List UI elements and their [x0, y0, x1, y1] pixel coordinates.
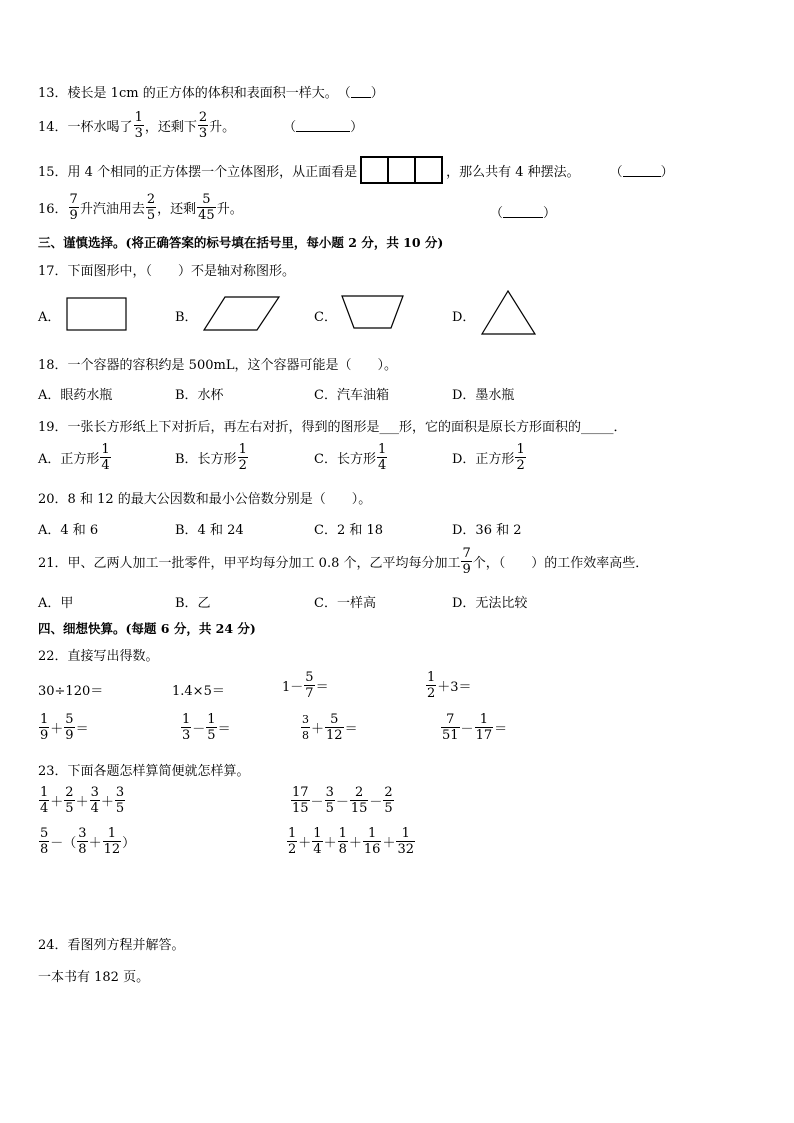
rectangle-shape: [66, 297, 128, 332]
fraction: $\frac{7}{51}$: [442, 712, 459, 743]
q17-option-c[interactable]: C．: [314, 310, 337, 325]
section-3-heading: 三、谨慎选择。(将正确答案的标号填在括号里，每小题 2 分，共 10 分): [38, 235, 444, 250]
fraction: $\frac{1}{2}$: [427, 670, 436, 701]
q23-expr-1: $\frac{1}{4}$ ＋ $\frac{2}{5}$ ＋ $\frac{3}{4}$ ＋ $\frac{3}{5}$: [40, 785, 125, 816]
question-20: 20．8 和 12 的最大公因数和最小公倍数分别是（ ）。: [38, 492, 372, 507]
q18-option-c[interactable]: C．汽车油箱: [314, 388, 389, 403]
q20-option-c[interactable]: C．2 和 18: [314, 523, 384, 538]
q13-text: 棱长是 1cm 的正方体的体积和表面积一样大。: [67, 86, 338, 101]
question-24: 24．看图列方程并解答。: [38, 938, 185, 953]
fraction: $\frac{17}{15}$: [292, 785, 309, 816]
fraction: $\frac{1}{9}$: [40, 712, 49, 743]
q18-option-a[interactable]: A．眼药水瓶: [38, 388, 113, 403]
fraction: $\frac{1}{4}$: [377, 442, 387, 473]
fraction: $\frac{1}{3}$: [182, 712, 191, 743]
fraction: $\frac{3}{4}$: [90, 785, 99, 816]
q21-option-a[interactable]: A．甲: [38, 596, 74, 611]
q18-option-d[interactable]: D．墨水瓶: [452, 388, 515, 403]
q19-option-c[interactable]: C．长方形 $\frac{1}{4}$: [314, 442, 387, 473]
q19-option-b[interactable]: B．长方形 $\frac{1}{2}$: [175, 442, 247, 473]
q23-expr-2: $\frac{17}{15}$ － $\frac{3}{5}$ － $\frac{2}{15}$ － $\frac{2}{5}$: [292, 785, 393, 816]
question-13: 13． 棱长是 1cm 的正方体的体积和表面积一样大。 （ ）: [38, 82, 384, 101]
q17-option-d[interactable]: D．: [452, 310, 476, 325]
fraction: $\frac{3}{8}$: [78, 826, 87, 857]
fraction: $\frac{1}{3}$: [134, 110, 143, 141]
q16-answer-blank[interactable]: [503, 205, 543, 218]
fraction: $\frac{5}{9}$: [65, 712, 74, 743]
question-17: 17．下面图形中，（ ）不是轴对称图形。: [38, 264, 296, 279]
q19-option-d[interactable]: D．正方形 $\frac{1}{2}$: [452, 442, 525, 473]
fraction: $\frac{1}{2}$: [288, 826, 297, 857]
parallelogram-shape: [203, 296, 281, 332]
q13-number: 13．: [38, 86, 68, 101]
q22-expr-6: $\frac{1}{3}$ － $\frac{1}{5}$ ＝: [182, 712, 231, 743]
q19-option-a[interactable]: A．正方形 $\frac{1}{4}$: [38, 442, 110, 473]
fraction: $\frac{7}{9}$: [462, 546, 471, 577]
q22-expr-3: 1－ $\frac{5}{7}$ ＝: [282, 670, 329, 701]
fraction: $\frac{5}{12}$: [326, 712, 343, 743]
fraction: $\frac{1}{17}$: [475, 712, 493, 743]
fraction: $\frac{1}{2}$: [238, 442, 247, 473]
q22-expr-2: 1.4×5＝: [172, 684, 225, 699]
question-19: 19．一张长方形纸上下对折后，再左右对折，得到的图形是___形，它的面积是原长方形面积的_____．: [38, 420, 627, 435]
fraction: $\frac{1}{2}$: [516, 442, 525, 473]
fraction: $\frac{5}{45}$: [198, 192, 215, 223]
q17-option-a[interactable]: A．: [38, 310, 61, 325]
front-view-cubes-figure: [360, 156, 443, 184]
fraction: $\frac{1}{32}$: [397, 826, 414, 857]
question-16: 16． $\frac{7}{9}$ 升汽油用去 $\frac{2}{5}$ ，还剩 $\frac{5}{45}$ 升。: [38, 192, 243, 223]
q18-option-b[interactable]: B．水杯: [175, 388, 224, 403]
q24-subtext: 一本书有 182 页。: [38, 970, 150, 985]
fraction: $\frac{1}{4}$: [313, 826, 322, 857]
fraction: $\frac{1}{5}$: [207, 712, 216, 743]
q17-option-b[interactable]: B．: [175, 310, 198, 325]
fraction: $\frac{1}{12}$: [103, 826, 121, 857]
question-15: 15． 用 4 个相同的正方体摆一个立体图形，从正面看是 ，那么共有 4 种摆法。 （ ）: [38, 156, 674, 184]
section-4-heading: 四、细想快算。(每题 6 分，共 24 分): [38, 621, 256, 636]
q22-expr-7: $\frac{3}{8}$ ＋ $\frac{5}{12}$ ＝: [302, 712, 358, 743]
fraction: $\frac{5}{8}$: [40, 826, 49, 857]
q13-answer-blank[interactable]: [351, 85, 371, 98]
q21-option-c[interactable]: C．一样高: [314, 596, 376, 611]
fraction: $\frac{7}{9}$: [69, 192, 78, 223]
q20-option-d[interactable]: D．36 和 2: [452, 523, 522, 538]
q16-answer: （ ）: [490, 206, 557, 221]
question-22: 22．直接写出得数。: [38, 649, 159, 664]
fraction: $\frac{1}{16}$: [363, 826, 381, 857]
q22-expr-5: $\frac{1}{9}$ ＋ $\frac{5}{9}$ ＝: [40, 712, 89, 743]
q23-expr-3: $\frac{5}{8}$ －（ $\frac{3}{8}$ ＋ $\frac{1}{12}$ ）: [40, 826, 136, 857]
q22-expr-8: $\frac{7}{51}$ － $\frac{1}{17}$ ＝: [442, 712, 508, 743]
fraction: $\frac{2}{5}$: [65, 785, 74, 816]
q21-option-b[interactable]: B．乙: [175, 596, 211, 611]
fraction: $\frac{1}{4}$: [40, 785, 49, 816]
question-18: 18．一个容器的容积约是 500mL，这个容器可能是（ ）。: [38, 358, 397, 373]
q20-option-b[interactable]: B．4 和 24: [175, 523, 244, 538]
q23-expr-4: $\frac{1}{2}$ ＋ $\frac{1}{4}$ ＋ $\frac{1}{8}$ ＋ $\frac{1}{16}$ ＋ $\frac{1}{32}$: [288, 826, 414, 857]
fraction: $\frac{2}{5}$: [384, 785, 393, 816]
q21-option-d[interactable]: D．无法比较: [452, 596, 528, 611]
fraction: $\frac{1}{8}$: [338, 826, 347, 857]
fraction: $\frac{2}{15}$: [350, 785, 368, 816]
q14-answer-blank[interactable]: [296, 119, 350, 132]
fraction: $\frac{2}{3}$: [198, 110, 208, 141]
fraction: $\frac{3}{5}$: [115, 785, 125, 816]
question-14: 14． 一杯水喝了 $\frac{1}{3}$ ，还剩下 $\frac{2}{3}$ 升。 （ ）: [38, 110, 364, 141]
q15-answer-blank[interactable]: [623, 164, 661, 177]
q20-option-a[interactable]: A．4 和 6: [38, 523, 99, 538]
fraction: $\frac{2}{5}$: [146, 192, 156, 223]
fraction: $\frac{1}{4}$: [101, 442, 110, 473]
question-21: 21．甲、乙两人加工一批零件，甲平均每分加工 0.8 个，乙平均每分加工 $\frac{7}{9}$ 个，（ ）的工作效率高些．: [38, 546, 649, 577]
q22-expr-4: $\frac{1}{2}$ ＋3＝: [427, 670, 472, 701]
question-23: 23．下面各题怎样算简便就怎样算。: [38, 764, 250, 779]
triangle-shape: [481, 290, 537, 336]
fraction: $\frac{3}{8}$: [302, 713, 309, 742]
q22-expr-1: 30÷120＝: [38, 684, 104, 699]
trapezoid-shape: [341, 295, 405, 331]
fraction: $\frac{3}{5}$: [325, 785, 334, 816]
fraction: $\frac{5}{7}$: [305, 670, 314, 701]
